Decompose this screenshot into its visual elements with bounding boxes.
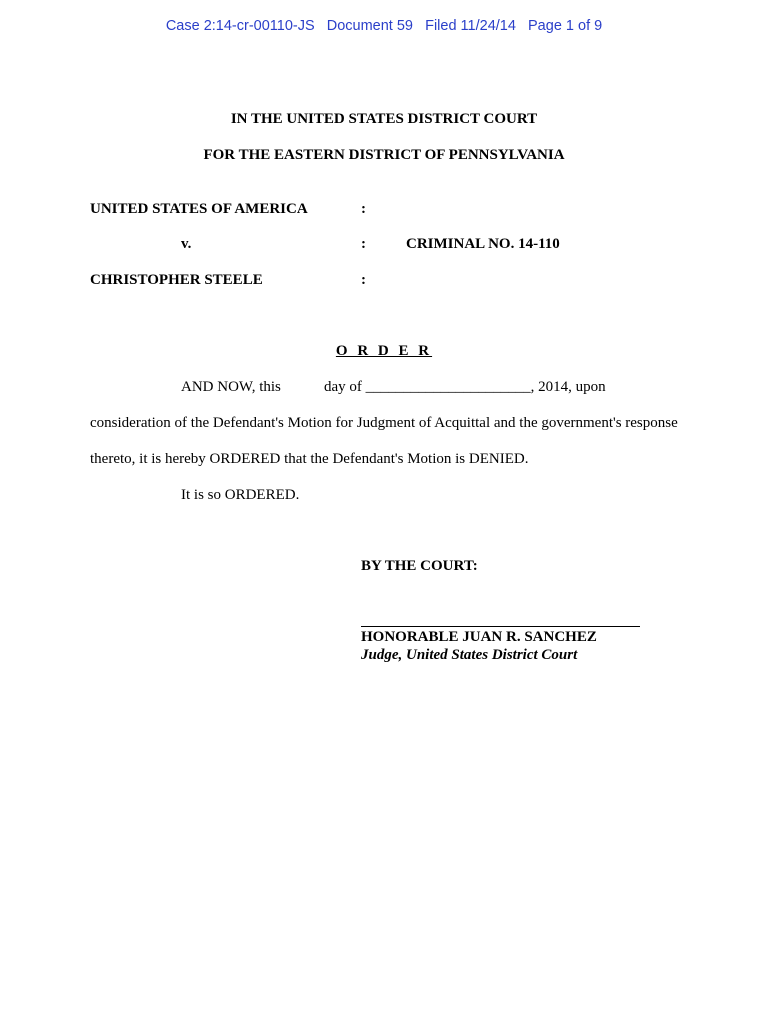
caption-colon-2: : — [361, 236, 366, 252]
caption-colon-3: : — [361, 272, 366, 288]
filed-date: Filed 11/24/14 — [425, 18, 516, 34]
order-line-1a: AND NOW, this — [181, 379, 281, 395]
court-title-line-1: IN THE UNITED STATES DISTRICT COURT — [230, 111, 538, 127]
criminal-number: CRIMINAL NO. 14-110 — [406, 236, 560, 252]
case-number: Case 2:14-cr-00110-JS — [165, 18, 315, 34]
caption-plaintiff: UNITED STATES OF AMERICA — [90, 201, 308, 217]
order-title-wrap — [0, 343, 768, 360]
order-title: O R D E R — [335, 343, 433, 359]
signature-line — [361, 626, 640, 627]
court-title-line-2: FOR THE EASTERN DISTRICT OF PENNSYLVANIA — [203, 147, 565, 163]
order-line-4: It is so ORDERED. — [181, 487, 300, 503]
document-number: Document 59 — [326, 18, 413, 34]
page-indicator: Page 1 of 9 — [528, 18, 603, 34]
caption-colon-1: : — [361, 201, 366, 217]
caption-versus: v. — [181, 236, 192, 252]
judge-name: HONORABLE JUAN R. SANCHEZ — [361, 629, 597, 645]
caption-defendant: CHRISTOPHER STEELE — [90, 272, 263, 288]
order-line-2: consideration of the Defendant's Motion for Judgment of Acquittal and the government's response — [90, 415, 678, 431]
by-the-court: BY THE COURT: — [361, 558, 478, 574]
judge-title: Judge, United States District Court — [361, 647, 578, 663]
ecf-header — [0, 18, 768, 34]
order-line-1b: day of ______________________, 2014, upon — [324, 379, 606, 395]
order-line-3: thereto, it is hereby ORDERED that the Defendant's Motion is DENIED. — [90, 451, 529, 467]
